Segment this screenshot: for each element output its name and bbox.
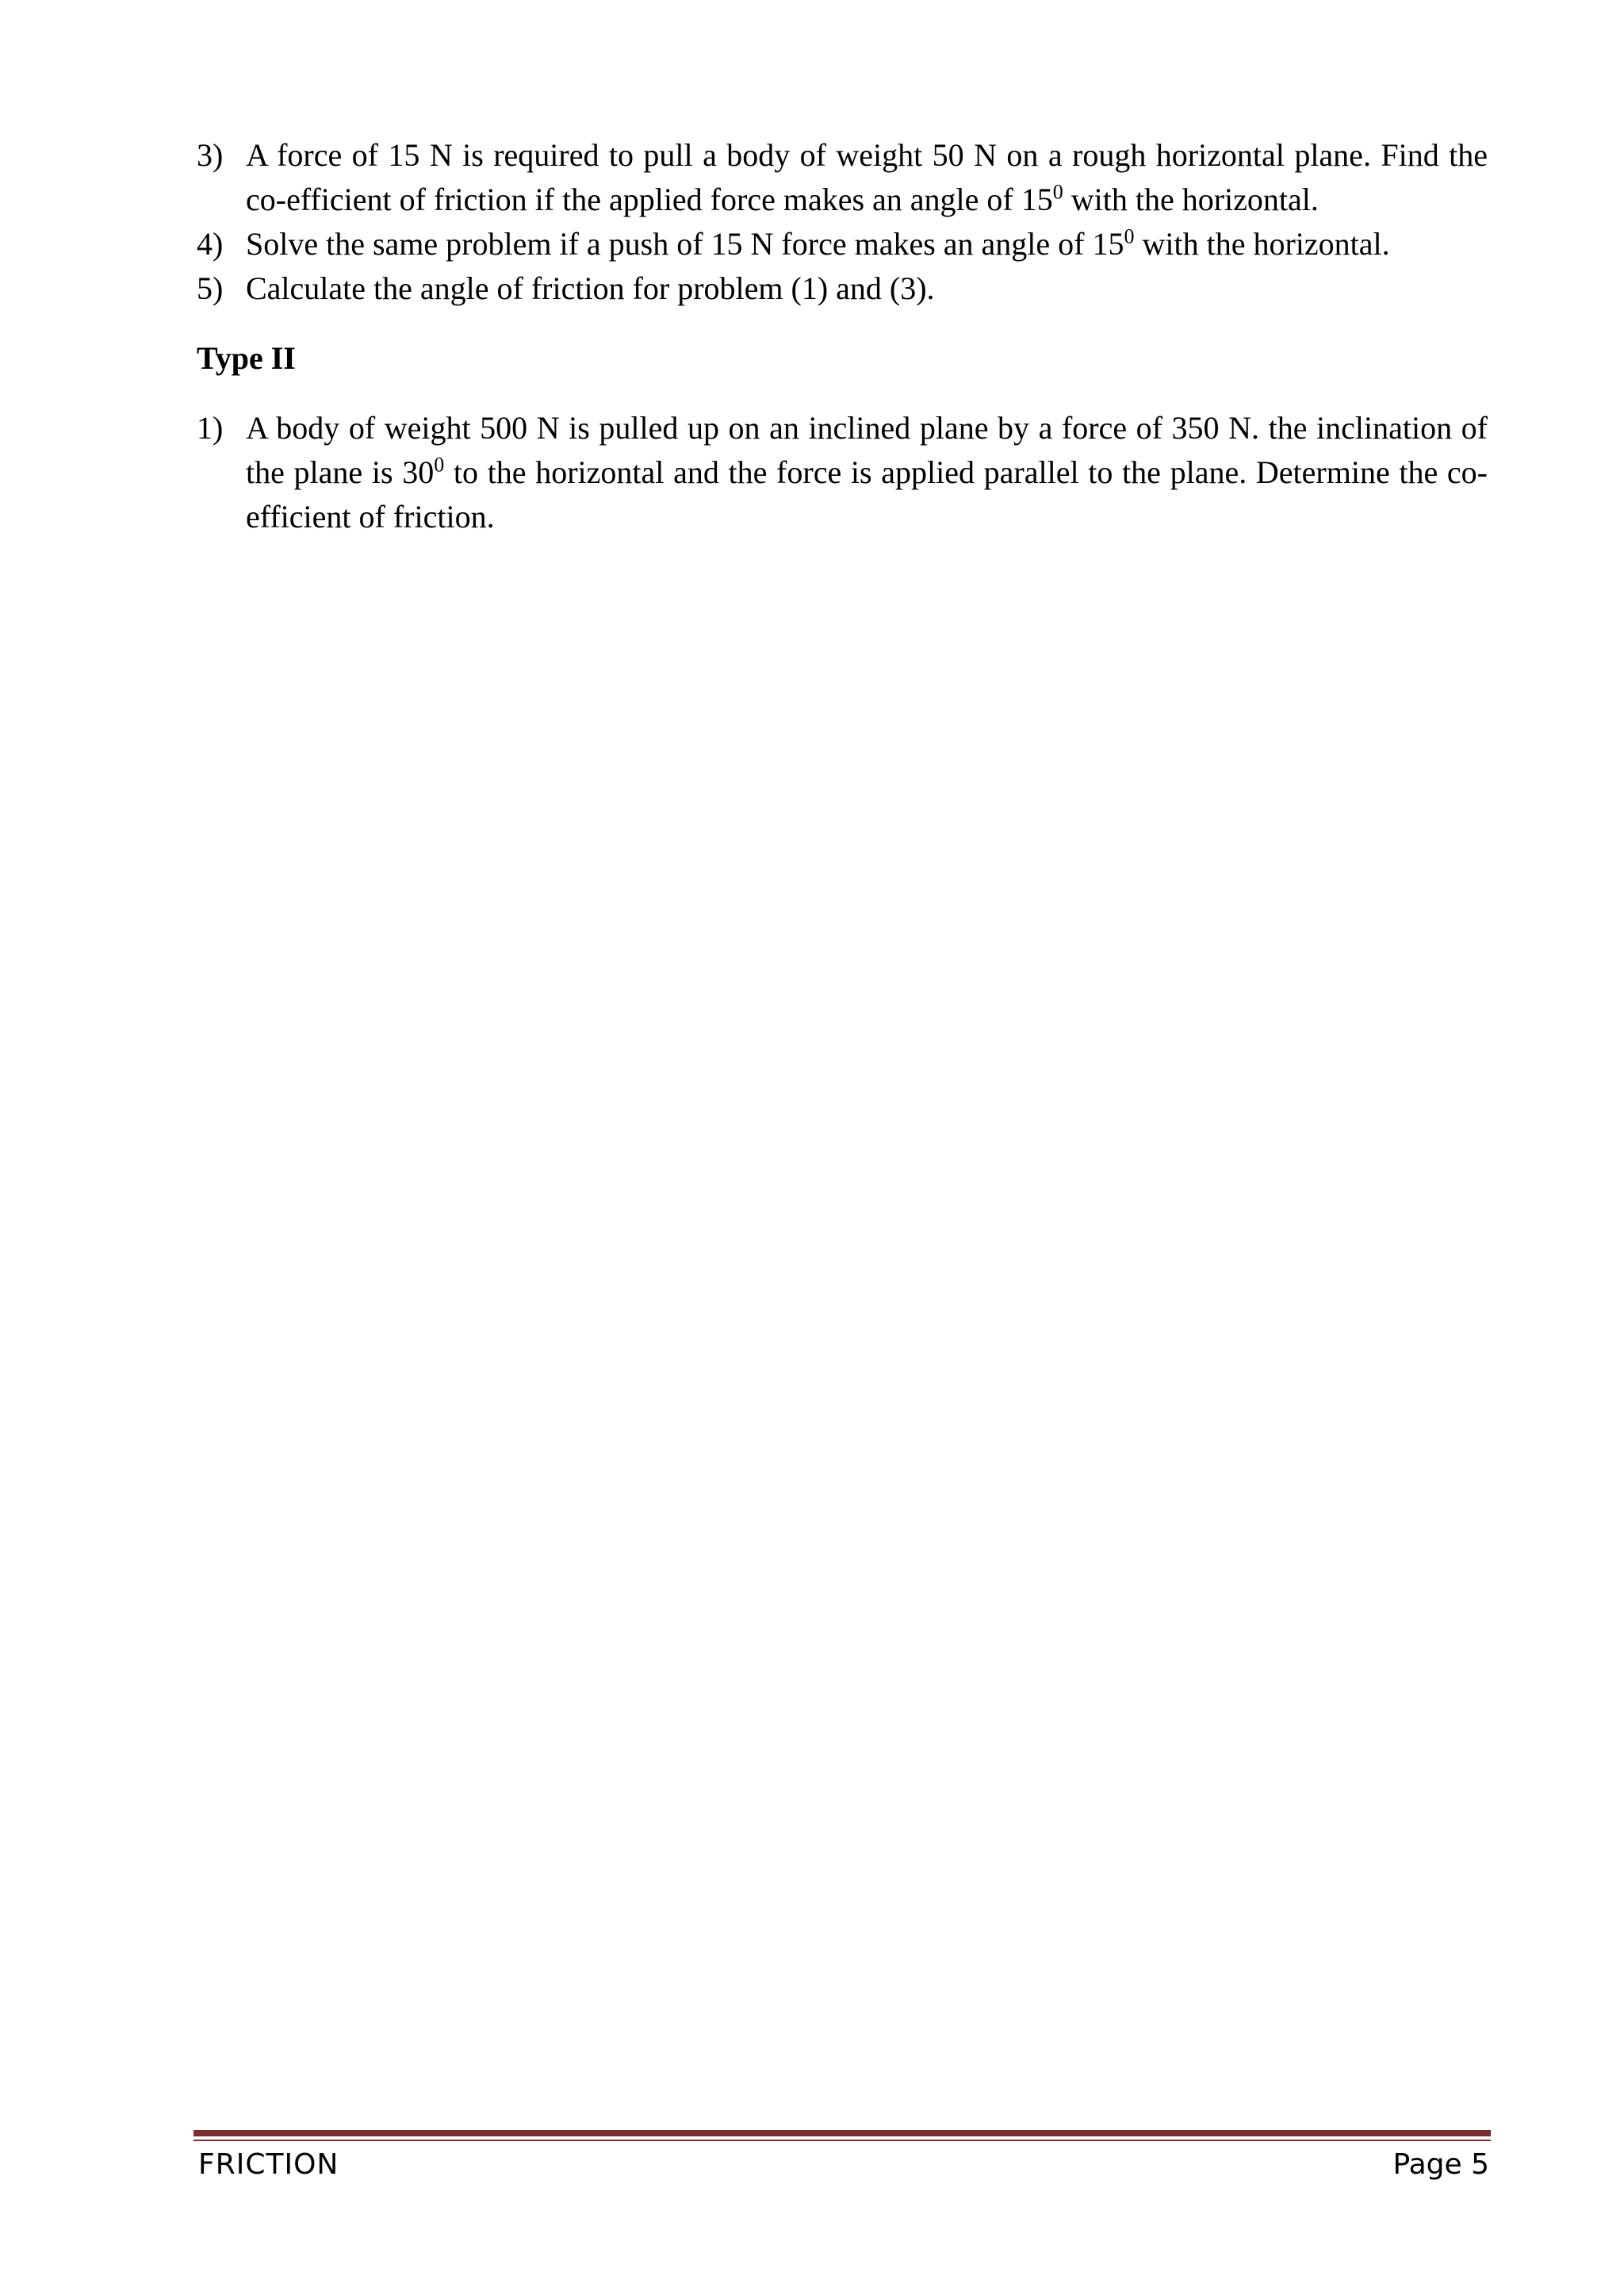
- footer-divider-thin: [193, 2140, 1491, 2141]
- footer-title: FRICTION: [198, 2148, 339, 2181]
- page-number: Page 5: [1392, 2148, 1489, 2181]
- problem-text-part: with the horizontal.: [1063, 182, 1319, 217]
- problem-item: [197, 406, 1488, 539]
- degree-superscript: 0: [1052, 180, 1063, 204]
- degree-superscript: 0: [434, 453, 445, 477]
- problem-item: [197, 133, 1488, 222]
- section-heading: Type II: [197, 340, 296, 376]
- problem-text-part: Solve the same problem if a push of 15 N force makes an angle of 15: [246, 226, 1124, 262]
- problem-number: 3): [197, 137, 224, 173]
- problem-text-part: A body of weight 500 N is pulled up on an inclined plane by a force of 350 N. the inclination of the plane is 30: [246, 410, 1488, 490]
- problem-number: 5): [197, 270, 224, 306]
- problem-text: [246, 137, 1488, 217]
- problem-text-part: A force of 15 N is required to pull a body of weight 50 N on a rough horizontal plane. Find the co-efficient of friction if the applied force makes an angle of 15: [246, 137, 1488, 217]
- footer-divider: [193, 2130, 1491, 2141]
- problem-text: [246, 410, 1488, 534]
- problem-number: 1): [197, 410, 224, 446]
- problem-number: 4): [197, 226, 224, 262]
- degree-superscript: 0: [1124, 224, 1135, 248]
- problem-text-part: with the horizontal.: [1134, 226, 1390, 262]
- page-content: [197, 133, 1488, 539]
- problem-text: [246, 226, 1390, 262]
- problem-item: [197, 222, 1488, 266]
- problem-item: [197, 266, 1488, 311]
- footer-divider-thick: [193, 2130, 1491, 2136]
- problem-text: Calculate the angle of friction for problem (1) and (3).: [246, 270, 935, 306]
- problem-text-part: to the horizontal and the force is applied parallel to the plane. Determine the co-efficient of friction.: [246, 454, 1488, 534]
